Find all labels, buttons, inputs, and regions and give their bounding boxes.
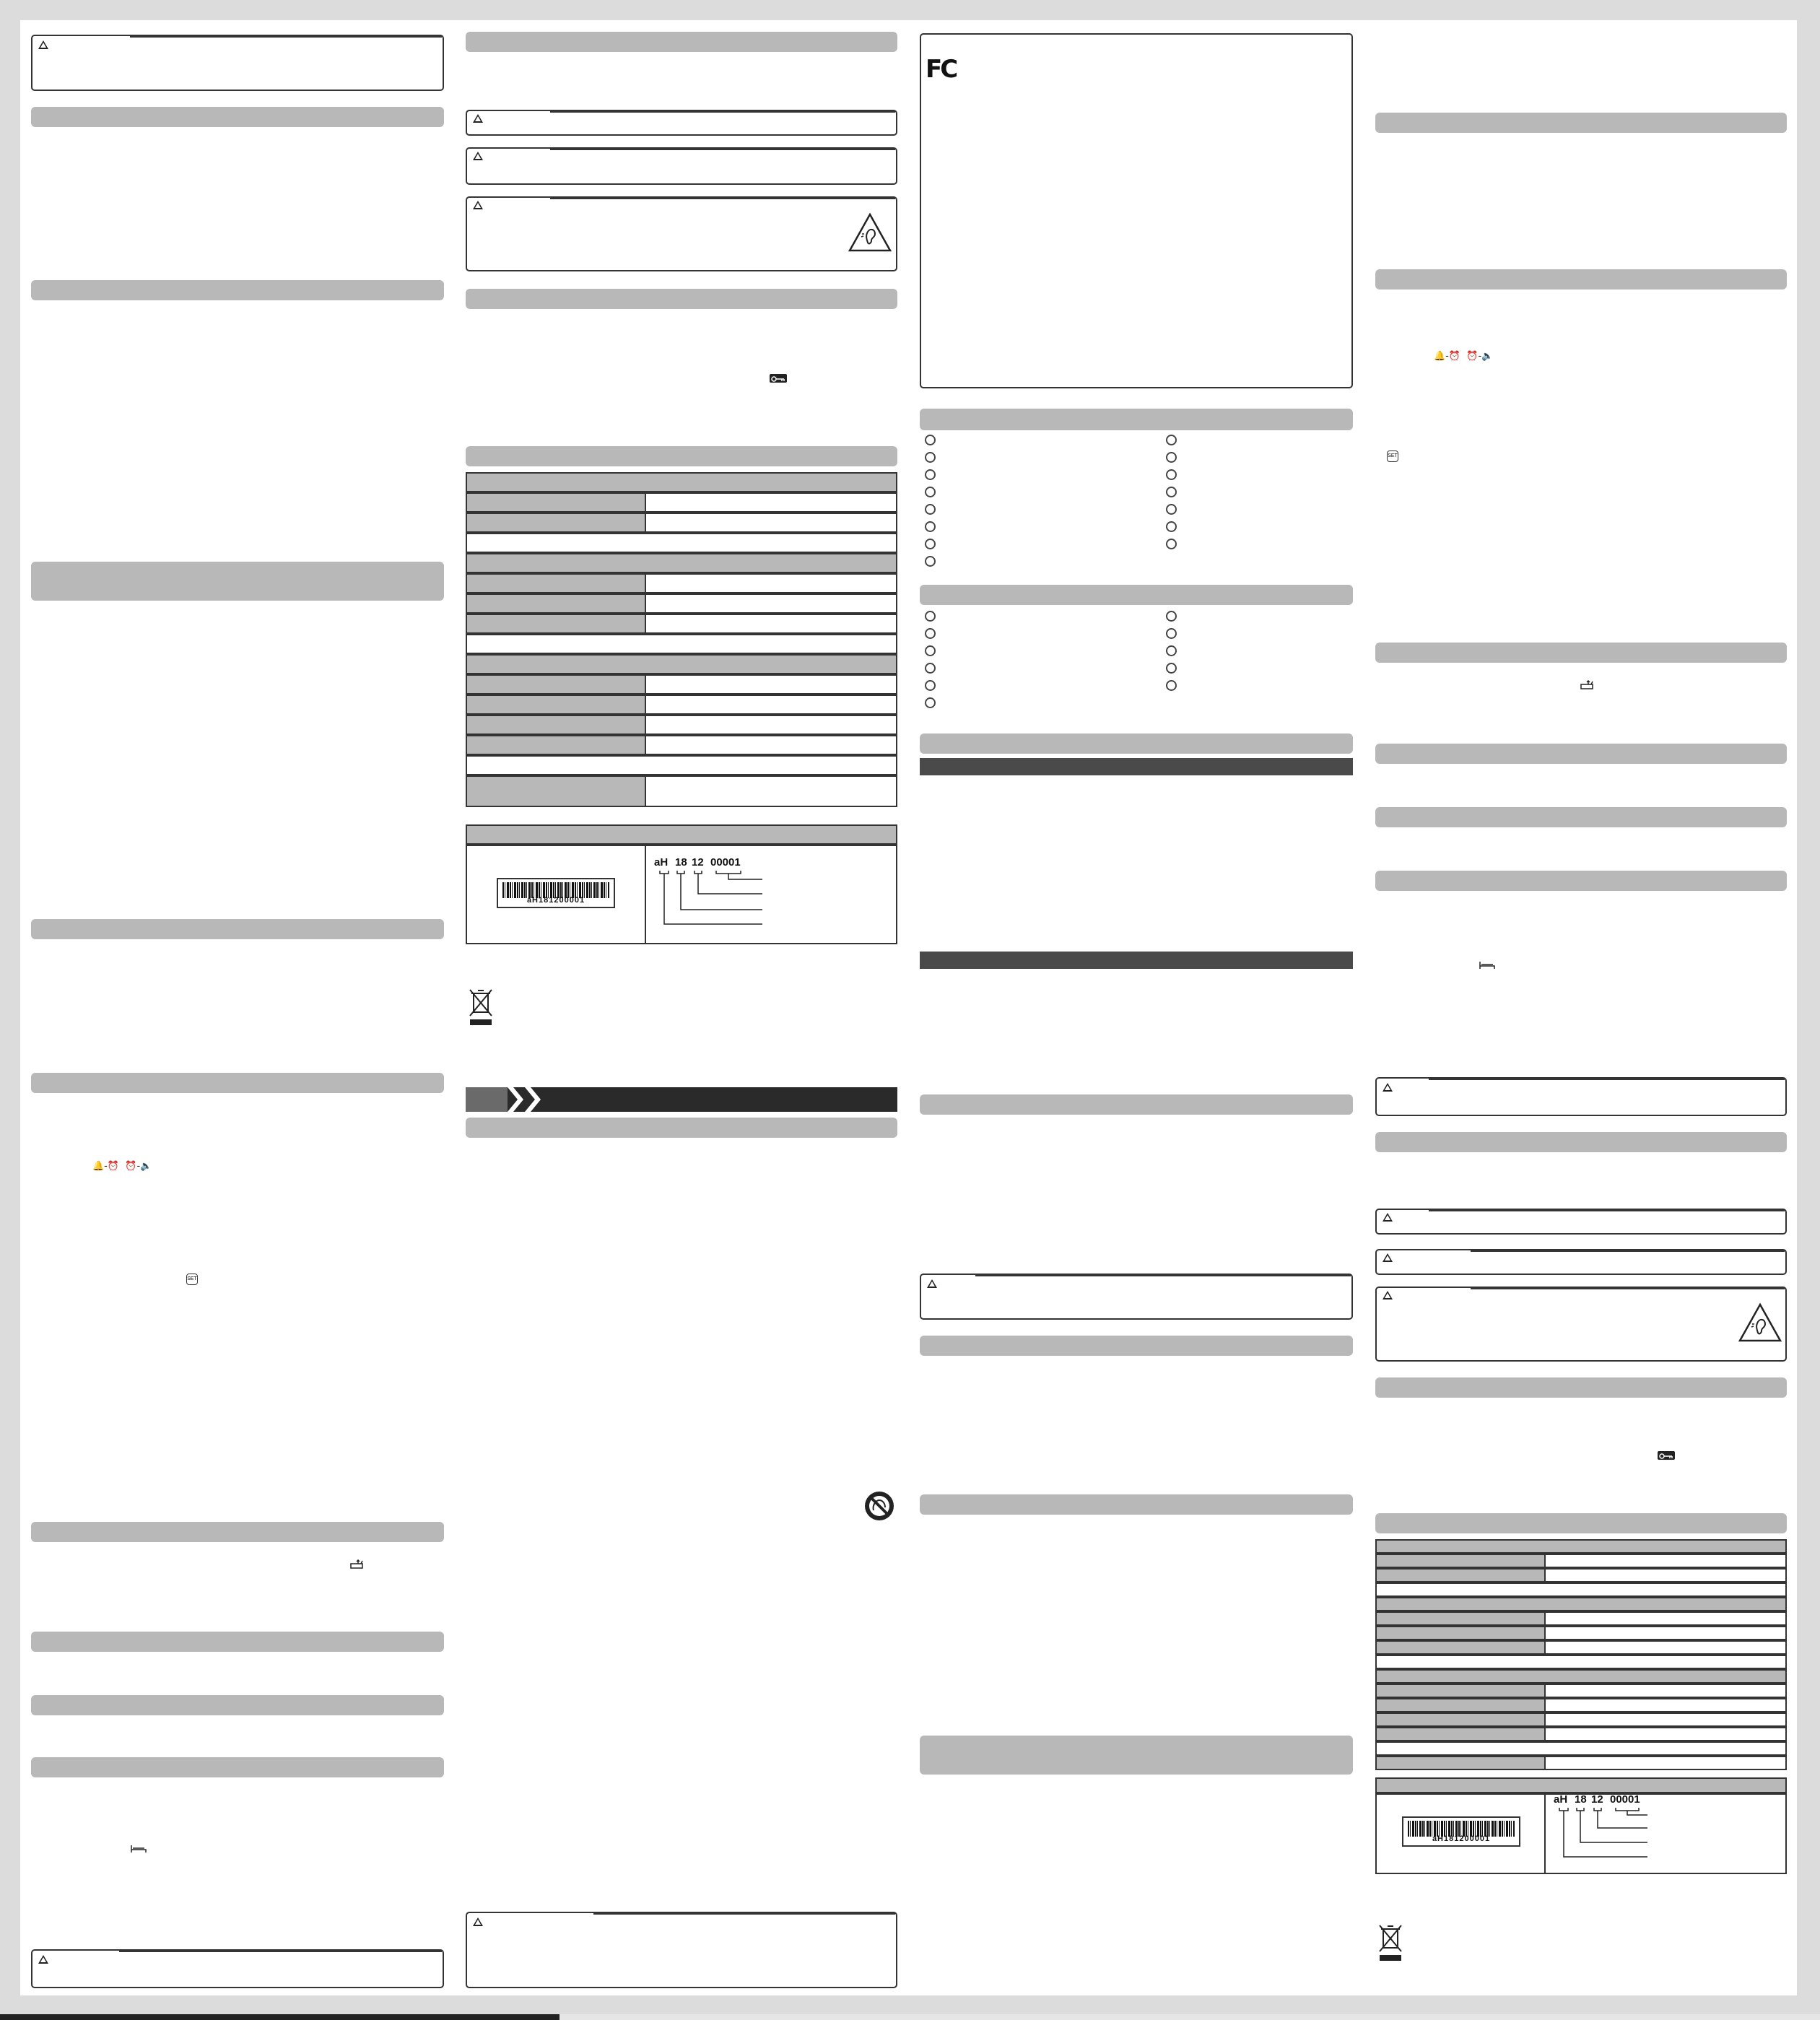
spec-table-heading	[466, 654, 897, 674]
section-header-bar	[920, 585, 1353, 605]
caution-rule	[1429, 1210, 1785, 1211]
spec-table-heading	[466, 472, 897, 492]
part-number-marker	[1166, 680, 1177, 691]
spec-table-row	[466, 775, 897, 807]
caution-rule	[975, 1275, 1351, 1276]
part-number-marker	[1166, 504, 1177, 515]
part-number-marker	[925, 469, 936, 480]
warning-icon	[473, 152, 483, 160]
part-number-marker	[1166, 539, 1177, 549]
caution-box	[1375, 1077, 1787, 1116]
bed-icon	[130, 1844, 147, 1854]
spec-table-spacer	[1375, 1655, 1787, 1669]
part-number-marker	[1166, 521, 1177, 532]
part-number-marker	[925, 521, 936, 532]
part-number-marker	[1166, 663, 1177, 674]
section-header-bar	[31, 1632, 444, 1652]
spec-table-heading	[1375, 1597, 1787, 1611]
spec-table-row	[1375, 1626, 1787, 1640]
spec-table-spacer	[466, 634, 897, 654]
section-header-bar	[31, 1695, 444, 1715]
section-header-bar	[920, 1336, 1353, 1356]
set-button-icon	[1387, 450, 1398, 462]
section-header-bar	[31, 919, 444, 939]
caution-rule	[1471, 1250, 1785, 1252]
part-number-marker	[925, 452, 936, 463]
barcode-label: aH181200001	[526, 896, 585, 905]
serial-code-callouts	[1554, 1806, 1647, 1871]
caution-box	[466, 110, 897, 136]
hearing-warning-box	[466, 196, 897, 271]
warning-icon	[473, 1917, 483, 1926]
section-header-bar	[1375, 807, 1787, 827]
section-header-bar	[920, 1094, 1353, 1115]
spec-table-row	[466, 513, 897, 533]
no-plastic-bag-icon	[863, 1490, 895, 1522]
fcc-logo: FC	[926, 55, 957, 84]
part-number-marker	[1166, 435, 1177, 445]
hearing-damage-icon	[848, 212, 892, 253]
hearing-damage-icon	[1738, 1302, 1782, 1343]
spec-table-heading	[466, 553, 897, 573]
part-number-marker	[925, 680, 936, 691]
barcode-label: aH181200001	[1432, 1834, 1491, 1843]
warning-icon	[38, 1955, 48, 1964]
spec-table-row	[466, 715, 897, 735]
caution-box	[1375, 1249, 1787, 1275]
caution-rule	[550, 111, 895, 113]
spec-table-row	[1375, 1640, 1787, 1655]
bottom-scrollbar-track[interactable]	[0, 2014, 1820, 2020]
part-number-marker	[1166, 487, 1177, 497]
fcc-statement-box	[920, 33, 1353, 388]
section-header-bar	[920, 1736, 1353, 1775]
serial-code-part: aH	[1554, 1793, 1568, 1806]
section-header-bar	[1375, 871, 1787, 891]
weee-bin-icon	[1377, 1923, 1403, 1964]
part-number-marker	[925, 435, 936, 445]
warning-icon	[1383, 1253, 1393, 1262]
spec-table-row	[466, 614, 897, 634]
spec-table-heading	[1375, 1539, 1787, 1554]
section-header-bar	[1375, 1132, 1787, 1152]
caution-rule	[1429, 1079, 1785, 1080]
spec-table-row	[466, 674, 897, 695]
part-number-marker	[1166, 611, 1177, 622]
spec-table-row	[1375, 1611, 1787, 1626]
warning-icon	[473, 114, 483, 123]
bed-icon	[1479, 960, 1496, 970]
section-header-bar	[920, 1494, 1353, 1515]
section-header-bar	[466, 32, 897, 52]
set-button-icon	[186, 1274, 198, 1285]
spec-table-row	[466, 735, 897, 755]
serial-code-part: aH	[654, 856, 669, 868]
part-number-marker	[925, 556, 936, 567]
section-header-bar	[31, 1522, 444, 1542]
barcode	[497, 878, 615, 908]
spec-table-row	[466, 593, 897, 614]
alarm-mode-icons: 🔔-⏰ ⏰-🔈	[1434, 351, 1494, 362]
part-number-marker	[925, 628, 936, 639]
caution-box	[466, 1912, 897, 1988]
caution-box	[1375, 1209, 1787, 1235]
spec-table-row	[1375, 1756, 1787, 1770]
set-button-label: SET	[187, 1276, 197, 1281]
part-number-marker	[925, 504, 936, 515]
serial-table-heading	[466, 824, 897, 845]
part-number-marker	[925, 645, 936, 656]
serial-code-part: 18	[1575, 1793, 1587, 1806]
warning-icon	[1383, 1291, 1393, 1299]
spec-table-spacer	[1375, 1741, 1787, 1756]
dark-header-bar	[920, 758, 1353, 775]
section-header-bar	[466, 289, 897, 309]
part-number-marker	[925, 611, 936, 622]
serial-code-callouts	[654, 869, 762, 941]
spec-table-spacer	[466, 533, 897, 553]
caution-rule	[593, 1913, 895, 1915]
caution-box	[920, 1274, 1353, 1320]
section-header-bar	[1375, 269, 1787, 289]
serial-code-part: 00001	[710, 856, 741, 868]
spec-table-row	[1375, 1568, 1787, 1583]
section-header-bar	[31, 107, 444, 127]
set-button-label: SET	[1388, 453, 1398, 458]
language-banner	[466, 1087, 897, 1112]
key-icon	[1658, 1451, 1675, 1460]
bottom-scrollbar-thumb[interactable]	[0, 2014, 560, 2020]
spec-table-row	[466, 573, 897, 593]
section-header-bar	[466, 446, 897, 466]
alarm-mode-icons: 🔔-⏰ ⏰-🔈	[92, 1161, 152, 1172]
spec-table-spacer	[466, 755, 897, 775]
part-number-marker	[925, 663, 936, 674]
key-icon	[770, 374, 787, 383]
spec-table-spacer	[1375, 1583, 1787, 1597]
spec-table-row	[1375, 1684, 1787, 1698]
dark-header-bar	[920, 952, 1353, 969]
section-header-bar	[31, 562, 444, 601]
section-header-bar	[31, 280, 444, 300]
hearing-warning-box	[1375, 1287, 1787, 1362]
barcode	[1402, 1816, 1520, 1847]
section-header-bar	[31, 1073, 444, 1093]
spec-table-row	[1375, 1698, 1787, 1712]
warning-icon	[1383, 1213, 1393, 1222]
warning-icon	[38, 40, 48, 49]
part-number-marker	[1166, 452, 1177, 463]
caution-box	[466, 147, 897, 185]
usb-icon	[349, 1559, 365, 1570]
part-number-marker	[1166, 645, 1177, 656]
usb-icon	[1580, 680, 1595, 690]
warning-icon	[1383, 1083, 1393, 1092]
section-header-bar	[920, 409, 1353, 430]
section-header-bar	[1375, 1513, 1787, 1533]
serial-code-part: 18	[675, 856, 687, 868]
spec-table-heading	[1375, 1669, 1787, 1684]
section-header-bar	[1375, 643, 1787, 663]
spec-table-row	[466, 492, 897, 513]
caution-box	[31, 35, 444, 91]
serial-code-part: 12	[1591, 1793, 1603, 1806]
section-header-bar	[31, 1757, 444, 1777]
section-header-bar	[1375, 1377, 1787, 1398]
spec-table-row	[1375, 1712, 1787, 1727]
serial-code-part: 00001	[1610, 1793, 1640, 1806]
caution-box	[31, 1949, 444, 1988]
caution-rule	[550, 149, 895, 150]
warning-icon	[927, 1279, 937, 1288]
caution-rule	[550, 198, 895, 199]
section-header-bar	[1375, 113, 1787, 133]
serial-table-heading	[1375, 1777, 1787, 1793]
spec-table-row	[466, 695, 897, 715]
section-header-bar	[466, 1118, 897, 1138]
serial-code-part: 12	[692, 856, 704, 868]
part-number-marker	[925, 539, 936, 549]
section-header-bar	[1375, 744, 1787, 764]
instruction-sheet	[20, 20, 1797, 1995]
section-header-bar	[920, 733, 1353, 754]
part-number-marker	[925, 697, 936, 708]
spec-table-row	[1375, 1554, 1787, 1568]
caution-rule	[1471, 1288, 1785, 1289]
part-number-marker	[1166, 469, 1177, 480]
caution-rule	[119, 1951, 442, 1952]
part-number-marker	[1166, 628, 1177, 639]
spec-table-row	[1375, 1727, 1787, 1741]
part-number-marker	[925, 487, 936, 497]
weee-bin-icon	[468, 988, 494, 1028]
caution-rule	[130, 36, 442, 38]
warning-icon	[473, 201, 483, 209]
